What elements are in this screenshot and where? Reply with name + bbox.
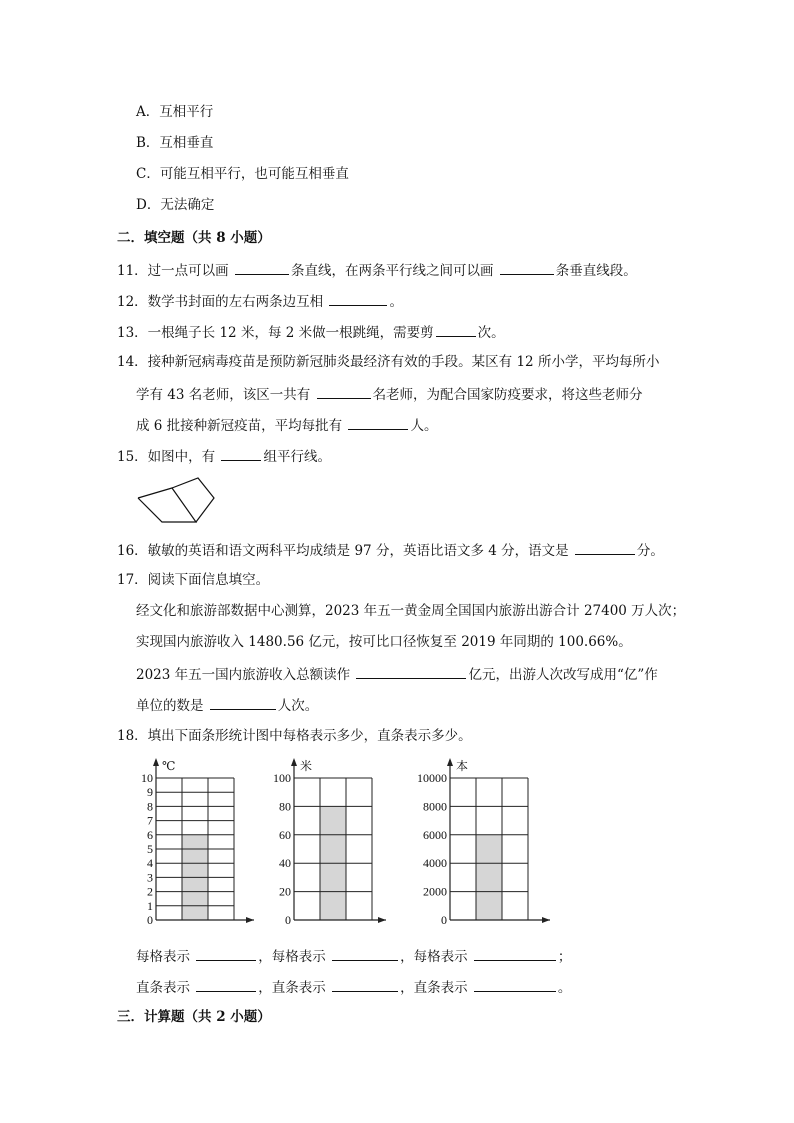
q18-row2-sep-2: ，直条表示	[400, 980, 472, 996]
bar-chart-meters	[258, 756, 386, 936]
option-d: D．无法确定	[136, 197, 215, 213]
tick-label: 0	[441, 913, 447, 927]
tick-label: 0	[285, 913, 291, 927]
parallel-lines-figure	[134, 476, 220, 528]
x-axis-arrow	[246, 917, 254, 923]
q12-text-b: 。	[389, 294, 403, 310]
q18-blank-2[interactable]	[332, 946, 398, 961]
q17-text-b: 亿元，出游人次改写成用“亿”作	[468, 667, 658, 683]
q18-row2-end: 。	[557, 980, 572, 996]
q11-blank-2[interactable]	[500, 260, 554, 275]
x-axis-arrow	[378, 917, 386, 923]
option-b: B．互相垂直	[136, 135, 214, 151]
q11-text-a: 11．过一点可以画	[117, 263, 233, 279]
q18-row1-end: ；	[557, 949, 572, 965]
x-axis-arrow	[542, 917, 550, 923]
y-axis-arrow	[291, 758, 297, 766]
tick-label: 20	[279, 884, 291, 899]
q14-text-a: 学有 43 名老师，该区一共有	[136, 387, 315, 403]
q14-text-d: 人。	[410, 418, 438, 434]
question-17-passage-1: 经文化和旅游部数据中心测算，2023 年五一黄金周全国国内旅游出游合计 27400 万人次；	[136, 603, 686, 619]
question-17-q1	[136, 664, 658, 684]
question-17-passage-2: 实现国内旅游收入 1480.56 亿元，按可比口径恢复至 2019 年同期的 100.66%。	[136, 634, 632, 650]
q12-text-a: 12．数学书封面的左右两条边互相	[117, 294, 328, 310]
tick-label: 0	[147, 913, 153, 927]
question-14-line-3	[136, 415, 437, 435]
q18-row1-sep-2: ，每格表示	[400, 949, 472, 965]
tick-label: 5	[147, 842, 153, 856]
tick-label: 6	[147, 827, 153, 842]
q13-text-b: 次。	[477, 325, 505, 341]
tick-label: 4	[147, 856, 153, 871]
q15-blank[interactable]	[221, 446, 261, 461]
tick-label: 6000	[423, 827, 447, 842]
q18-row2-label: 直条表示	[136, 980, 195, 996]
tick-label: 1	[147, 898, 153, 913]
bar-chart-books	[400, 756, 560, 936]
bar	[476, 835, 502, 920]
q18-blank-3[interactable]	[474, 946, 556, 961]
y-axis-arrow	[153, 758, 159, 766]
q17-blank-2[interactable]	[210, 695, 276, 710]
q14-text-b: 名老师，为配合国家防疫要求，将这些老师分	[372, 387, 643, 403]
q16-text-b: 分。	[636, 543, 664, 559]
tick-label: 60	[279, 827, 291, 842]
tick-label: 100	[273, 771, 291, 785]
q18-blank-4[interactable]	[196, 977, 256, 992]
section-title-calculation: 三．计算题（共 2 小题）	[117, 1009, 271, 1025]
q17-text-d: 人次。	[277, 698, 319, 714]
q18-row1-sep-1: ，每格表示	[258, 949, 331, 965]
q17-blank-1[interactable]	[356, 664, 466, 679]
question-14-line-1: 14．接种新冠病毒疫苗是预防新冠肺炎最经济有效的手段。某区有 12 所小学，平均每所小	[117, 354, 660, 370]
option-a: A．互相平行	[136, 104, 214, 120]
q15-text-b: 组平行线。	[263, 449, 331, 465]
q18-row2-sep-1: ，直条表示	[258, 980, 331, 996]
question-15	[117, 446, 331, 466]
question-12	[117, 291, 403, 311]
q17-text-a: 2023 年五一国内旅游收入总额读作	[136, 667, 355, 683]
unit-label: 本	[456, 759, 469, 773]
q11-blank-1[interactable]	[235, 260, 289, 275]
question-17-title: 17．阅读下面信息填空。	[117, 572, 270, 588]
q13-text-a: 13．一根绳子长 12 米，每 2 米做一根跳绳，需要剪	[117, 325, 434, 341]
tick-label: 10000	[417, 771, 447, 785]
tick-label: 8000	[423, 799, 447, 814]
tick-label: 80	[279, 799, 291, 814]
tick-label: 9	[147, 785, 153, 800]
q17-text-c: 单位的数是	[136, 698, 208, 714]
question-11	[117, 260, 637, 280]
tick-label: 4000	[423, 856, 447, 871]
tick-label: 2	[147, 884, 153, 899]
bar-chart-celsius	[130, 756, 258, 936]
q18-blank-5[interactable]	[332, 977, 398, 992]
unit-label: ℃	[162, 759, 176, 773]
q16-text-a: 16．敏敏的英语和语文两科平均成绩是 97 分，英语比语文多 4 分，语文是	[117, 543, 573, 559]
question-16	[117, 540, 664, 560]
question-14-line-2	[136, 384, 643, 404]
tick-label: 7	[147, 813, 153, 828]
tick-label: 40	[279, 856, 291, 871]
question-18-title: 18．填出下面条形统计图中每格表示多少，直条表示多少。	[117, 728, 472, 744]
section-title-fill-in: 二．填空题（共 8 小题）	[117, 230, 271, 246]
q15-text-a: 15．如图中，有	[117, 449, 220, 465]
q18-blank-1[interactable]	[196, 946, 256, 961]
tick-label: 2000	[423, 884, 447, 899]
q14-blank-2[interactable]	[348, 415, 408, 430]
option-c: C．可能互相平行，也可能互相垂直	[136, 166, 349, 182]
q13-blank[interactable]	[436, 322, 476, 337]
unit-label: 米	[300, 759, 313, 773]
q18-row1-label: 每格表示	[136, 949, 195, 965]
q16-blank[interactable]	[575, 540, 635, 555]
tick-label: 10	[141, 771, 153, 785]
question-13	[117, 322, 505, 342]
question-18-row-1	[136, 946, 571, 966]
q18-blank-6[interactable]	[474, 977, 556, 992]
question-17-q2	[136, 695, 318, 715]
q12-blank[interactable]	[329, 291, 387, 306]
tick-label: 3	[147, 870, 153, 885]
q11-text-c: 条垂直线段。	[555, 263, 637, 279]
q11-text-b: 条直线，在两条平行线之间可以画	[290, 263, 498, 279]
y-axis-arrow	[447, 758, 453, 766]
tick-label: 8	[147, 799, 153, 814]
q14-text-c: 成 6 批接种新冠疫苗，平均每批有	[136, 418, 347, 434]
question-18-row-2	[136, 977, 571, 997]
q14-blank-1[interactable]	[317, 384, 371, 399]
